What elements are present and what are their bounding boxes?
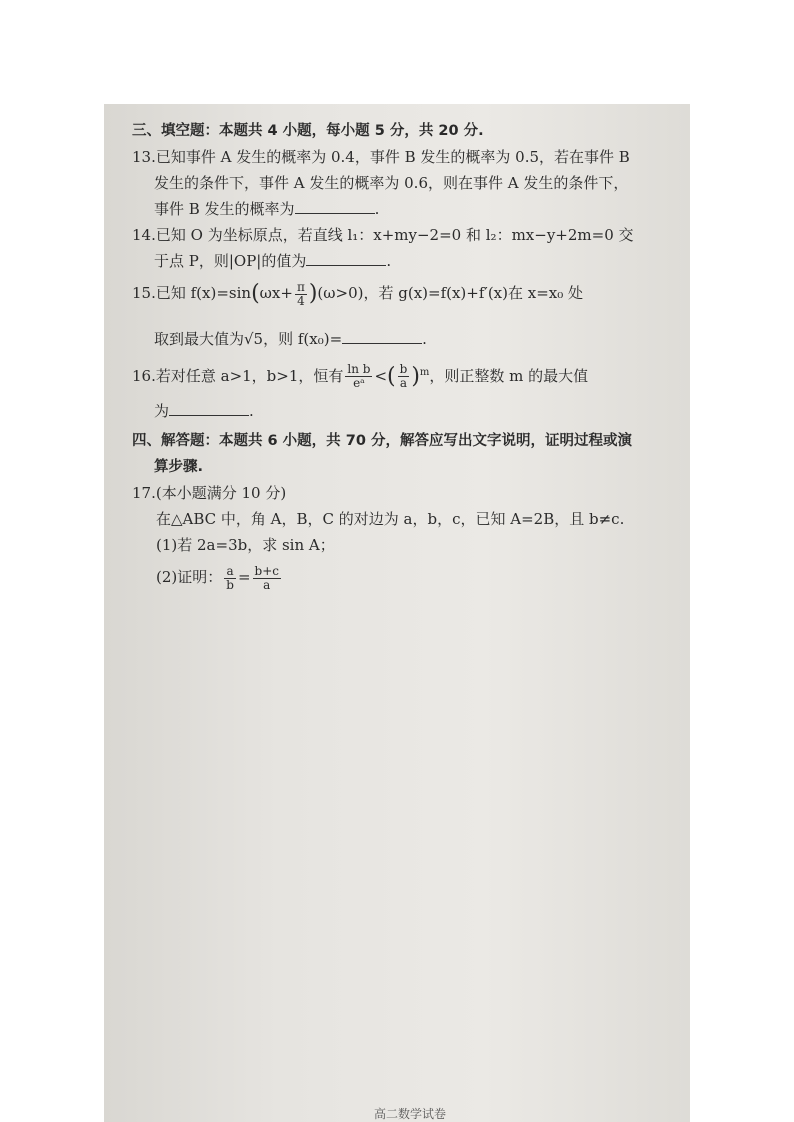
q16-exponent: m xyxy=(419,366,430,378)
q15-end: . xyxy=(422,329,427,348)
q17-fraction-left xyxy=(224,565,236,592)
page-footer: 高二数学试卷 xyxy=(374,1107,447,1121)
q17-f2-num: b+c xyxy=(254,563,279,578)
q16-line2-text: 为 xyxy=(154,402,170,420)
q16-lhs-num: ln b xyxy=(347,362,371,376)
section-3-title: 三、填空题：本题共 4 小题，每小题 5 分，共 20 分. xyxy=(132,123,484,139)
section-4-line1: 四、解答题：本题共 6 小题，共 70 分，解答应写出文字说明，证明过程或演 xyxy=(132,433,632,449)
q16-rhs-fraction xyxy=(398,363,410,390)
q16-pre: 16.若对任意 a>1，b>1，恒有 xyxy=(132,366,344,385)
q17-f1-den: b xyxy=(226,577,234,592)
q13-end: . xyxy=(374,200,380,218)
q16-rhs-den: a xyxy=(399,376,408,390)
exam-sheet xyxy=(104,104,690,1122)
q16-paren-open: ( xyxy=(387,363,396,389)
q13-answer-blank[interactable] xyxy=(295,199,375,214)
q17-fraction-right xyxy=(253,565,281,592)
q13-line3 xyxy=(132,196,672,222)
q14-line1: 14.已知 O 为坐标原点，若直线 l₁：x+my−2=0 和 l₂：mx−y+2m=0 交 xyxy=(132,226,634,244)
q15-line2 xyxy=(132,326,672,352)
q15-pi-num: π xyxy=(296,279,305,294)
q15-pi-fraction xyxy=(295,281,307,308)
q15-pre: 15.已知 f(x)=sin xyxy=(132,284,252,302)
q16-line1 xyxy=(132,360,672,391)
q16-lt: < xyxy=(374,366,388,385)
q17-head: 17.(本小题满分 10 分) xyxy=(132,484,287,502)
q17-eq: = xyxy=(237,568,251,586)
q15-line2-text: 取到最大值为√5，则 f(x₀)= xyxy=(154,329,343,348)
q14-end: . xyxy=(386,252,392,270)
q16-lhs-den: eᵃ xyxy=(353,376,365,390)
q14-answer-blank[interactable] xyxy=(306,251,386,266)
q16-rhs-num: b xyxy=(399,362,408,376)
q16-line2 xyxy=(132,398,672,424)
q17-stem: 在△ABC 中，角 A，B，C 的对边为 a，b，c，已知 A=2B，且 b≠c. xyxy=(156,510,625,528)
exam-content xyxy=(132,118,672,592)
q15-line1 xyxy=(132,280,672,308)
q13-line3-text: 事件 B 发生的概率为 xyxy=(154,200,295,218)
q16-end: . xyxy=(249,402,254,420)
q17-f2-den: a xyxy=(263,577,271,592)
q16-answer-blank[interactable] xyxy=(169,401,249,416)
q15-post: (ω>0)，若 g(x)=f(x)+f′(x)在 x=x₀ 处 xyxy=(317,284,584,302)
q13-line1: 13.已知事件 A 发生的概率为 0.4，事件 B 发生的概率为 0.5，若在事件 B xyxy=(132,148,630,166)
q17-f1-num: a xyxy=(224,565,236,579)
q14-line2 xyxy=(132,248,672,274)
q15-arg: ωx+ xyxy=(259,284,293,302)
q16-lhs-fraction xyxy=(345,363,372,390)
q17-part2 xyxy=(132,564,672,592)
q16-post: ，则正整数 m 的最大值 xyxy=(429,366,589,385)
section-4-line2: 算步骤. xyxy=(154,459,204,475)
q13-line2: 发生的条件下，事件 A 发生的概率为 0.6，则在事件 A 发生的条件下， xyxy=(154,174,629,192)
q17-part1: (1)若 2a=3b，求 sin A； xyxy=(156,536,335,554)
q15-paren-open: ( xyxy=(251,281,260,306)
q14-line2-text: 于点 P，则|OP|的值为 xyxy=(154,252,307,270)
q17-part2-pre: (2)证明： xyxy=(156,568,223,586)
q15-pi-den: 4 xyxy=(297,293,305,308)
q16-paren-close: ) xyxy=(411,363,420,389)
q15-paren-close: ) xyxy=(308,281,318,306)
q15-answer-blank[interactable] xyxy=(342,329,422,344)
